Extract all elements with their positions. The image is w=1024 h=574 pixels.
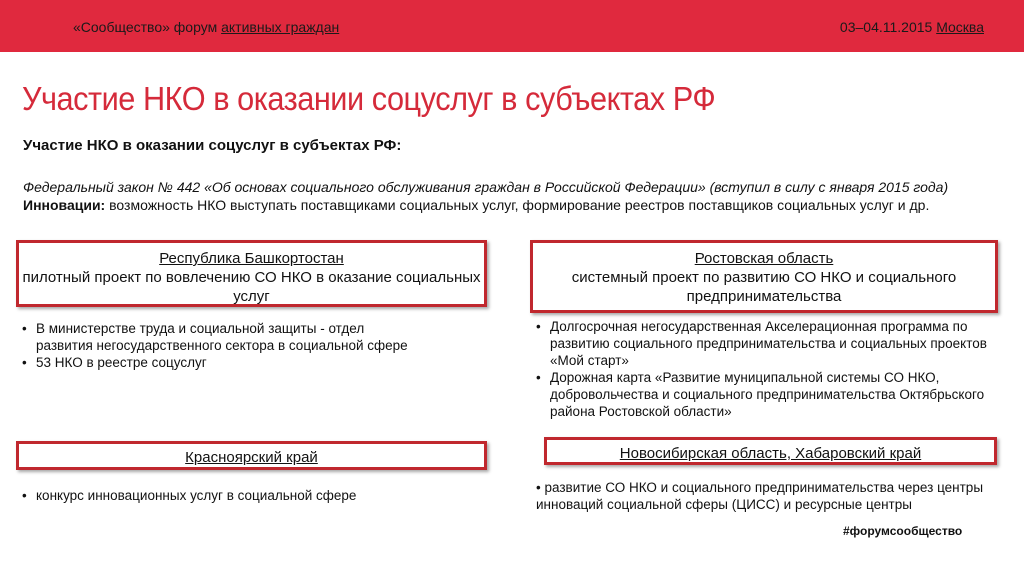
region-description: системный проект по развитию СО НКО и социального предпринимательства — [571, 269, 957, 305]
law-paragraph — [23, 178, 1003, 214]
law-reference: Федеральный закон № 442 «Об основах социального обслуживания граждан в Российской Федерации» (вступил в силу с января 2015 года) — [23, 179, 949, 195]
forum-prefix: «Сообщество» форум — [73, 19, 218, 35]
event-date-place — [840, 19, 984, 35]
bullet-icon: • — [22, 355, 27, 370]
forum-link[interactable]: активных граждан — [221, 19, 340, 35]
bullet-icon: • — [22, 321, 27, 336]
bullet-icon: • — [536, 480, 541, 495]
innovations-text: возможность НКО выступать поставщиками социальных услуг, формирование реестров поставщиков социальных услуг и др. — [109, 197, 930, 213]
region-name: Новосибирская область, Хабаровский край — [619, 445, 922, 462]
forum-name — [73, 19, 339, 35]
list-item — [536, 369, 991, 420]
region-box-rostov — [530, 240, 998, 313]
novosibirsk-list — [536, 479, 1006, 513]
hashtag: #форумсообщество — [843, 524, 963, 538]
list-item-text: конкурс инновационных услуг в социальной сфере — [36, 488, 357, 503]
event-date: 03–04.11.2015 — [839, 19, 933, 35]
region-box-novosibirsk — [544, 437, 997, 465]
region-name: Ростовская область — [694, 250, 834, 267]
list-item — [536, 479, 1006, 513]
list-item-text: развитие СО НКО и социального предпринимательства через центры инноваций социальной сферы (ЦИСС) и ресурсные центры — [536, 480, 984, 512]
list-item — [22, 487, 482, 504]
slide-subtitle: Участие НКО в оказании соцуслуг в субъектах РФ: — [23, 137, 402, 154]
region-name: Красноярский край — [185, 449, 318, 466]
rostov-list — [536, 318, 991, 420]
region-description: пилотный проект по вовлечению СО НКО в оказание социальных услуг — [22, 269, 481, 305]
bashkortostan-list — [22, 320, 422, 371]
region-box-bashkortostan — [16, 240, 487, 307]
event-city-link[interactable]: Москва — [936, 19, 984, 35]
region-box-krasnoyarsk — [16, 441, 487, 470]
innovations-label: Инновации: — [23, 197, 106, 213]
region-name: Республика Башкортостан — [159, 250, 344, 267]
list-item-text: В министерстве труда и социальной защиты - отдел развития негосударственного сектора в социальной сфере — [36, 321, 408, 353]
bullet-icon: • — [536, 370, 541, 385]
bullet-icon: • — [536, 319, 541, 334]
bullet-icon: • — [22, 488, 27, 503]
list-item-text: Долгосрочная негосударственная Акселерационная программа по развитию социального предпринимательства и социальных проектов «Мой старт» — [550, 319, 987, 368]
list-item — [536, 318, 991, 369]
header-bar — [0, 0, 1024, 52]
list-item — [22, 320, 422, 354]
list-item-text: 53 НКО в реестре соцуслуг — [36, 355, 207, 370]
list-item-text: Дорожная карта «Развитие муниципальной системы СО НКО, добровольчества и социального предпринимательства Октябрьского района Ростовской области» — [550, 370, 985, 419]
slide-title: Участие НКО в оказании соцуслуг в субъектах РФ — [22, 80, 716, 117]
list-item — [22, 354, 422, 371]
krasnoyarsk-list — [22, 487, 482, 504]
